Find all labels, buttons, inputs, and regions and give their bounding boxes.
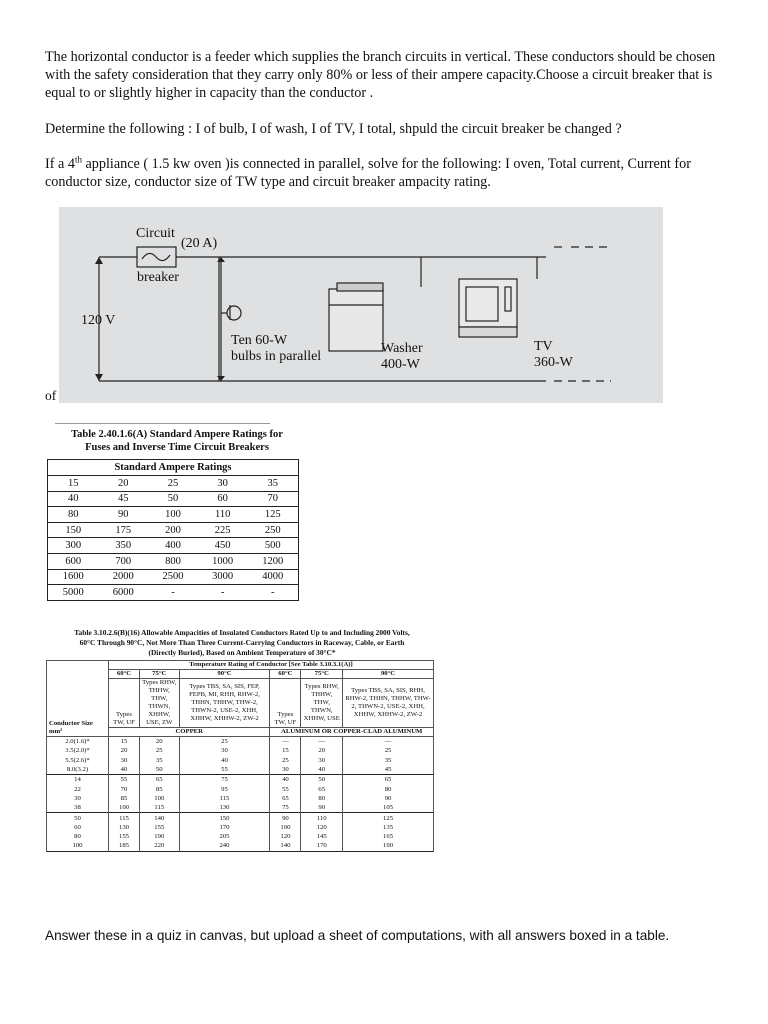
cell: 1600 (48, 569, 99, 585)
cell: 25 (140, 746, 180, 755)
table-row (47, 775, 434, 785)
circuit-diagram-image (59, 207, 663, 403)
cell: 50 (148, 491, 198, 507)
cell: 85 (109, 794, 140, 803)
cell: 95 (179, 784, 270, 793)
cell: 75 (179, 775, 270, 785)
cell: 135 (343, 823, 434, 832)
cell: 20 (109, 746, 140, 755)
cell: 60 (47, 823, 109, 832)
circuit-label: Circuit (136, 226, 175, 241)
types-60c-al: Types TW, UF (270, 679, 301, 728)
types-75c-al: Types RHW, THHW, THW, THWN, XHHW, USE (301, 679, 343, 728)
table2-title-line1: Table 3.10.2.6(B)(16) Allowable Ampacities of Insulated Conductors Rated Up to and Including 2000 Volts, (74, 628, 410, 637)
table1-title-line2: Fuses and Inverse Time Circuit Breakers (85, 442, 269, 453)
table-row (47, 784, 434, 793)
cell: 300 (48, 538, 99, 554)
cell: 700 (98, 553, 148, 569)
cell: 25 (343, 746, 434, 755)
cell: 110 (198, 507, 248, 523)
table-row (47, 841, 434, 851)
table-row (47, 794, 434, 803)
p3-text-a: If a 4 (45, 156, 75, 172)
tv-label-line1: TV (534, 339, 553, 354)
tv-icon (459, 279, 517, 337)
bulbs-label-line1: Ten 60-W (231, 333, 288, 348)
p3-superscript: th (74, 154, 82, 165)
table2-title (46, 628, 438, 658)
cell: 140 (270, 841, 301, 851)
voltage-label: 120 V (81, 313, 116, 328)
cell: 80 (301, 794, 343, 803)
cell: 150 (179, 813, 270, 823)
table-row (47, 803, 434, 813)
cell: 80 (343, 784, 434, 793)
cell: 35 (140, 756, 180, 765)
cell: 20 (140, 737, 180, 747)
cell: - (171, 586, 175, 598)
temp-60c-al: 60°C (270, 670, 301, 679)
cell: - (220, 586, 225, 598)
cell: 40 (270, 775, 301, 785)
bulb-icon (225, 304, 243, 322)
determine-paragraph: Determine the following : I of bulb, I of wash, I of TV, I total, shpuld the circuit breaker be changed ? (45, 121, 622, 137)
cell: 5000 (62, 586, 84, 598)
cell: 30 (179, 746, 270, 755)
ratings-header: Standard Ampere Ratings (48, 460, 299, 476)
ampacity-grid (46, 660, 434, 852)
cell: 30 (109, 756, 140, 765)
cell: 100 (270, 823, 301, 832)
table2-title-line3: (Directly Buried), Based on Ambient Temperature of 30°C* (148, 648, 336, 657)
cell: 600 (48, 553, 99, 569)
cell: 90 (98, 507, 148, 523)
table-row (48, 507, 299, 523)
cell: 40 (179, 756, 270, 765)
cell: 55 (179, 765, 270, 775)
cell: 155 (140, 823, 180, 832)
cell: 30 (198, 476, 248, 492)
cell: 35 (248, 476, 299, 492)
table-row (47, 823, 434, 832)
cell: 65 (270, 794, 301, 803)
cell: 800 (148, 553, 198, 569)
cell: 225 (198, 522, 248, 538)
cell: 60 (198, 491, 248, 507)
conductor-size-header: Conductor Size mm² (47, 661, 109, 737)
cell: 185 (109, 841, 140, 851)
types-75c-cu: Types RHW, THHW, THW, THWN, XHHW, USE, ZW (140, 679, 180, 728)
cell: 90 (270, 813, 301, 823)
types-90c-cu: Types TBS, SA, SIS, FEP, FEPB, MI, RHH, RHW-2, THHN, THHW, THW-2, THWN-2, USE-2, XHH, XHHW, XHHW-2, ZW-2 (179, 679, 270, 728)
temp-60c-cu: 60°C (109, 670, 140, 679)
cell: 55 (109, 775, 140, 785)
temp-90c-al: 90°C (343, 670, 434, 679)
table-row (48, 476, 299, 492)
cell: 250 (248, 522, 299, 538)
cell: 120 (301, 823, 343, 832)
table-row (48, 491, 299, 507)
copper-label: COPPER (109, 728, 270, 737)
cell: 20 (98, 476, 148, 492)
cell: 15 (48, 476, 99, 492)
cell: 30 (301, 756, 343, 765)
cell: 110 (301, 813, 343, 823)
cell: 6000 (112, 586, 134, 598)
cell: 100 (109, 803, 140, 813)
bulbs-label-line2: bulbs in parallel (231, 349, 322, 364)
table1-title (49, 428, 305, 454)
cell: 145 (301, 832, 343, 841)
cell: 115 (179, 794, 270, 803)
cell: 8.0(3.2) (47, 765, 109, 775)
cell: — (343, 737, 434, 747)
cell: 45 (98, 491, 148, 507)
table-row (47, 756, 434, 765)
cell: 400 (148, 538, 198, 554)
rating-label: (20 A) (181, 236, 218, 251)
cell: 190 (343, 841, 434, 851)
cell: 25 (179, 737, 270, 747)
cell: 150 (48, 522, 99, 538)
cell: 450 (198, 538, 248, 554)
cell: — (301, 737, 343, 747)
cell: 30 (47, 794, 109, 803)
cell: 40 (48, 491, 99, 507)
cell: 4000 (248, 569, 299, 585)
tv-label-line2: 360-W (534, 355, 573, 370)
instructions-footer: Answer these in a quiz in canvas, but upload a sheet of computations, with all answers boxed in a table. (45, 928, 670, 943)
cell: 165 (343, 832, 434, 841)
aluminum-label: ALUMINUM OR COPPER-CLAD ALUMINUM (270, 728, 434, 737)
cell: 2500 (148, 569, 198, 585)
cell: 170 (301, 841, 343, 851)
types-90c-al: Types TBS, SA, SIS, RHH, RHW-2, THHN, THHW, THW-2, THWN-2, USE-2, XHH, XHHW, XHHW-2, ZW-2 (343, 679, 434, 728)
standard-ampere-ratings-table (45, 420, 305, 601)
cell: 500 (248, 538, 299, 554)
cell: 1000 (198, 553, 248, 569)
cell: 80 (47, 832, 109, 841)
cell: - (271, 586, 275, 598)
table-row (48, 553, 299, 569)
cell: 200 (148, 522, 198, 538)
table-row (47, 813, 434, 823)
cell: 3000 (198, 569, 248, 585)
table-row (47, 832, 434, 841)
cell: 3.5(2.0)* (47, 746, 109, 755)
cell: 190 (140, 832, 180, 841)
cell: 40 (301, 765, 343, 775)
cell: 125 (248, 507, 299, 523)
cell: 130 (109, 823, 140, 832)
cell: 45 (343, 765, 434, 775)
p3-text-b: appliance ( 1.5 kw oven )is connected in parallel, solve for the following: I oven, Total current, Current for conductor size, conductor size of TW type and circuit breaker ampacity rating. (45, 156, 691, 190)
table-row (48, 585, 299, 601)
cell: 70 (109, 784, 140, 793)
cell: 350 (98, 538, 148, 554)
cell: 65 (343, 775, 434, 785)
cell: 15 (270, 746, 301, 755)
cell: 100 (140, 794, 180, 803)
table-row (47, 765, 434, 775)
cell: 5.5(2.6)* (47, 756, 109, 765)
cell: 38 (47, 803, 109, 813)
breaker-icon (137, 247, 176, 267)
cell: 20 (301, 746, 343, 755)
cell: 65 (301, 784, 343, 793)
cell: 125 (343, 813, 434, 823)
table-row (48, 569, 299, 585)
cell: 40 (109, 765, 140, 775)
temperature-rating-header: Temperature Rating of Conductor [See Table 3.10.3.1(A)] (109, 661, 434, 670)
cell: 50 (47, 813, 109, 823)
cell: 2000 (98, 569, 148, 585)
table2-title-line2: 60°C Through 90°C, Not More Than Three Current-Carrying Conductors in Raceway, Cable, or Earth (79, 638, 405, 647)
cell: 22 (47, 784, 109, 793)
temp-75c-al: 75°C (301, 670, 343, 679)
cell: 205 (179, 832, 270, 841)
table-row (48, 522, 299, 538)
temp-75c-cu: 75°C (140, 670, 180, 679)
cell: 155 (109, 832, 140, 841)
types-60c-cu: Types TW, UF (109, 679, 140, 728)
cell: 50 (301, 775, 343, 785)
cell: 25 (148, 476, 198, 492)
cell: 65 (140, 775, 180, 785)
cell: 2.0(1.6)* (47, 737, 109, 747)
cell: 50 (140, 765, 180, 775)
ratings-grid (47, 459, 299, 601)
cell: 115 (140, 803, 180, 813)
cell: — (270, 737, 301, 747)
cell: 80 (48, 507, 99, 523)
cell: 105 (343, 803, 434, 813)
washer-icon (329, 283, 383, 351)
stray-word: of (45, 388, 57, 403)
temp-90c-cu: 90°C (179, 670, 270, 679)
cell: 120 (270, 832, 301, 841)
cell: 170 (179, 823, 270, 832)
cell: 70 (248, 491, 299, 507)
table-row (48, 538, 299, 554)
cell: 85 (140, 784, 180, 793)
breaker-label: breaker (137, 270, 179, 285)
cell: 115 (109, 813, 140, 823)
cell: 55 (270, 784, 301, 793)
washer-label-line1: Washer (381, 341, 423, 356)
intro-paragraph: The horizontal conductor is a feeder which supplies the branch circuits in vertical. These conductors should be chosen with the safety consideration that they carry only 80% or less of their ampere capacity.Choose a circuit breaker that is equal to or slightly higher in capacity than the conductor . (45, 49, 716, 101)
cell: 240 (179, 841, 270, 851)
cell: 90 (301, 803, 343, 813)
cell: 175 (98, 522, 148, 538)
cell: 14 (47, 775, 109, 785)
cell: 90 (343, 794, 434, 803)
cell: 75 (270, 803, 301, 813)
table1-title-line1: Table 2.40.1.6(A) Standard Ampere Ratings for (71, 429, 283, 440)
cell: 130 (179, 803, 270, 813)
cell: 35 (343, 756, 434, 765)
cell: 100 (47, 841, 109, 851)
allowable-ampacities-table (46, 628, 438, 852)
cell: 220 (140, 841, 180, 851)
table-row (47, 746, 434, 755)
cell: 1200 (248, 553, 299, 569)
cell: 15 (109, 737, 140, 747)
cell: 25 (270, 756, 301, 765)
cell: 30 (270, 765, 301, 775)
washer-label-line2: 400-W (381, 357, 420, 372)
cell: 140 (140, 813, 180, 823)
table-row (47, 737, 434, 747)
cell: 100 (148, 507, 198, 523)
table-top-rule (55, 423, 270, 424)
fourth-appliance-paragraph (45, 155, 725, 191)
